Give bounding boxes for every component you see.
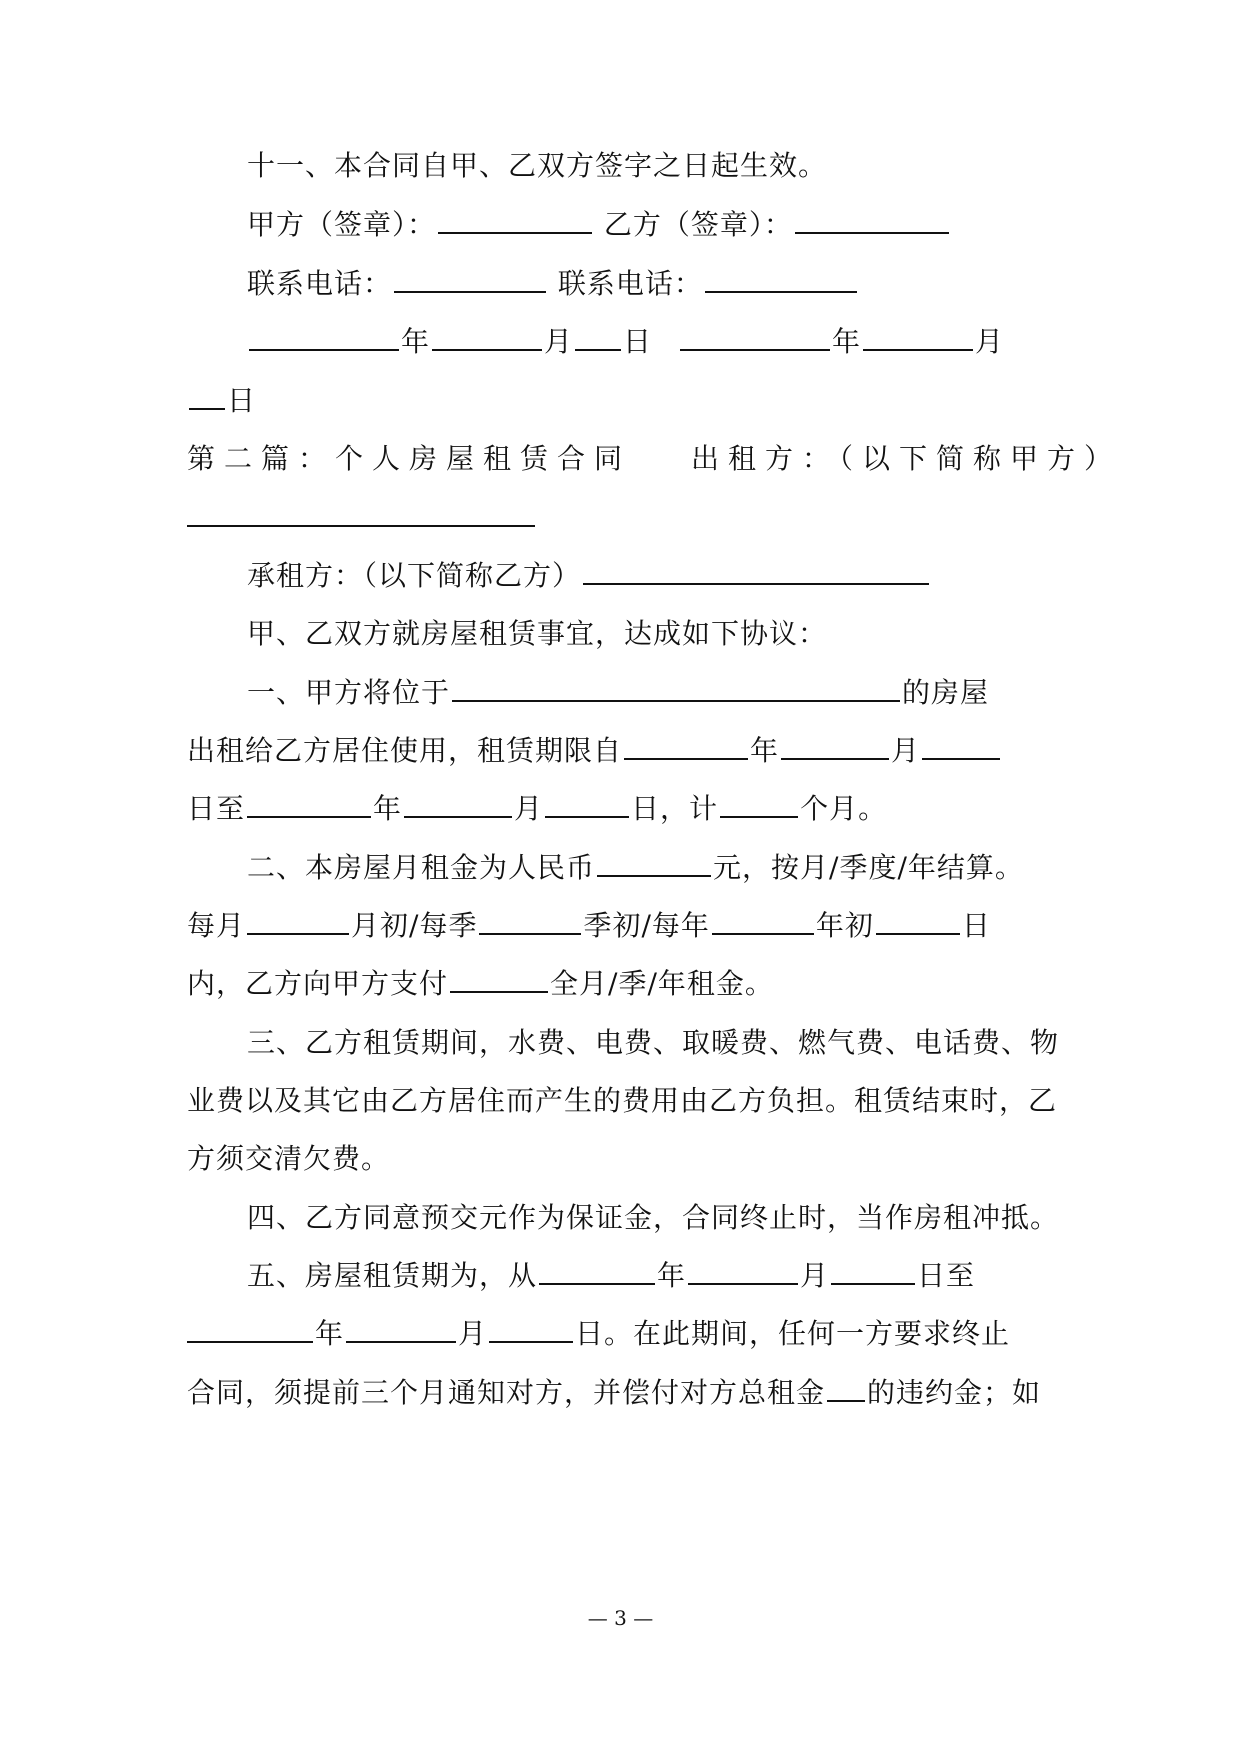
party-a-phone-blank[interactable] [394, 269, 546, 293]
term-start-year-blank[interactable] [539, 1261, 655, 1285]
clause-1-line-1 [247, 673, 1127, 713]
text: 五、房屋租赁期为，从 [247, 1259, 538, 1292]
text: 月 [974, 325, 1004, 358]
payment-amount-blank[interactable] [450, 969, 548, 993]
date-line-continued [187, 381, 1067, 421]
lessee-name-blank[interactable] [583, 561, 929, 585]
party-b-signature-label: 乙方（签章）： [603, 208, 793, 241]
lessee-label: 承租方：（以下简称乙方） [247, 559, 582, 592]
clause-1-line-2 [187, 731, 1067, 771]
lease-start-day-blank[interactable] [922, 736, 1000, 760]
text: 的房屋 [902, 676, 990, 709]
text: 出租给乙方居住使用，租赁期限自 [187, 734, 623, 767]
signature-line [247, 205, 1127, 245]
text: 十一、本合同自甲、乙双方签字之日起生效。 [247, 149, 828, 182]
party-b-day-blank[interactable] [189, 386, 225, 410]
section-title: 第二篇：个人房屋租赁合同 [187, 442, 632, 475]
text: 年 [373, 792, 403, 825]
lease-end-month-blank[interactable] [404, 794, 512, 818]
agreement-intro [247, 614, 1127, 654]
clause-4 [247, 1198, 1127, 1238]
party-a-phone-label: 联系电话： [247, 267, 393, 300]
term-start-month-blank[interactable] [688, 1261, 798, 1285]
party-a-signature-blank[interactable] [438, 210, 592, 234]
text: 日 [623, 325, 653, 358]
clause-2-line-1 [247, 848, 1127, 888]
text: 的违约金；如 [867, 1376, 1042, 1409]
text: 季初/每年 [583, 909, 710, 942]
page-number: — 3 — [587, 1606, 654, 1630]
lessor-name-blank[interactable] [187, 503, 535, 527]
text: 年 [401, 325, 431, 358]
text: 月 [800, 1259, 830, 1292]
clause-3-line-1 [247, 1023, 1127, 1063]
lease-end-year-blank[interactable] [247, 794, 371, 818]
text: 日至 [187, 792, 246, 825]
date-line [247, 322, 1127, 362]
party-b-phone-label: 联系电话： [557, 267, 703, 300]
text: 每月 [187, 909, 246, 942]
clause-5-line-3 [187, 1373, 1067, 1413]
pay-day-blank[interactable] [876, 911, 960, 935]
text: 内，乙方向甲方支付 [187, 967, 449, 1000]
party-a-month-blank[interactable] [432, 327, 542, 351]
text: 一、甲方将位于 [247, 676, 451, 709]
property-address-blank[interactable] [452, 678, 900, 702]
text: 四、乙方同意预交元作为保证金，合同终止时，当作房租冲抵。 [247, 1201, 1060, 1234]
text: 年初 [815, 909, 874, 942]
text: 二、本房屋月租金为人民币 [247, 851, 596, 884]
text: 月 [544, 325, 574, 358]
lease-months-blank[interactable] [720, 794, 798, 818]
party-b-signature-blank[interactable] [795, 210, 949, 234]
text: 日 [227, 384, 257, 417]
phone-line [247, 264, 1127, 304]
text: 月 [891, 734, 921, 767]
party-b-phone-blank[interactable] [705, 269, 857, 293]
text: 月 [514, 792, 544, 825]
text: 年 [750, 734, 780, 767]
clause-5-line-1 [247, 1256, 1127, 1296]
lease-end-day-blank[interactable] [545, 794, 629, 818]
term-end-year-blank[interactable] [187, 1319, 313, 1343]
clause-2-line-2 [187, 906, 1067, 946]
text: 年 [315, 1317, 345, 1350]
text: 方须交清欠费。 [187, 1142, 391, 1175]
text: 个月。 [800, 792, 888, 825]
lease-start-month-blank[interactable] [781, 736, 889, 760]
term-end-day-blank[interactable] [489, 1319, 573, 1343]
text: 甲、乙双方就房屋租赁事宜，达成如下协议： [247, 617, 828, 650]
text: 月初/每季 [351, 909, 478, 942]
text: 年 [831, 325, 861, 358]
text: 月 [458, 1317, 488, 1350]
clause-1-line-3 [187, 789, 1067, 829]
text: 合同，须提前三个月通知对方，并偿付对方总租金 [187, 1376, 826, 1409]
text: 日。在此期间，任何一方要求终止 [575, 1317, 1011, 1350]
text: 业费以及其它由乙方居住而产生的费用由乙方负担。租赁结束时，乙 [187, 1084, 1058, 1117]
text: 全月/季/年租金。 [550, 967, 774, 1000]
party-a-day-blank[interactable] [575, 327, 621, 351]
lessor-blank-line [187, 498, 1067, 538]
clause-2-line-3 [187, 964, 1067, 1004]
penalty-percent-blank[interactable] [827, 1378, 865, 1402]
party-a-signature-label: 甲方（签章）： [247, 208, 437, 241]
party-b-month-blank[interactable] [863, 327, 973, 351]
term-end-month-blank[interactable] [346, 1319, 456, 1343]
section-two-heading [187, 439, 1122, 479]
term-start-day-blank[interactable] [831, 1261, 915, 1285]
lessor-label: 出租方：（以下简称甲方） [691, 442, 1122, 475]
text: 日至 [917, 1259, 976, 1292]
text: 年 [657, 1259, 687, 1292]
clause-11 [247, 146, 1127, 186]
yearly-pay-blank[interactable] [712, 911, 814, 935]
text: 日，计 [631, 792, 719, 825]
text: 日 [961, 909, 991, 942]
text: 三、乙方租赁期间，水费、电费、取暖费、燃气费、电话费、物 [247, 1026, 1060, 1059]
clause-5-line-2 [187, 1314, 1067, 1354]
party-a-year-blank[interactable] [249, 327, 399, 351]
clause-3-line-3 [187, 1139, 1067, 1179]
clause-3-line-2 [187, 1081, 1067, 1121]
monthly-rent-blank[interactable] [597, 853, 711, 877]
party-b-year-blank[interactable] [680, 327, 830, 351]
lease-start-year-blank[interactable] [624, 736, 748, 760]
monthly-pay-blank[interactable] [247, 911, 349, 935]
text: 元，按月/季度/年结算。 [713, 851, 1024, 884]
quarterly-pay-blank[interactable] [479, 911, 581, 935]
lessee-line [247, 556, 1127, 596]
